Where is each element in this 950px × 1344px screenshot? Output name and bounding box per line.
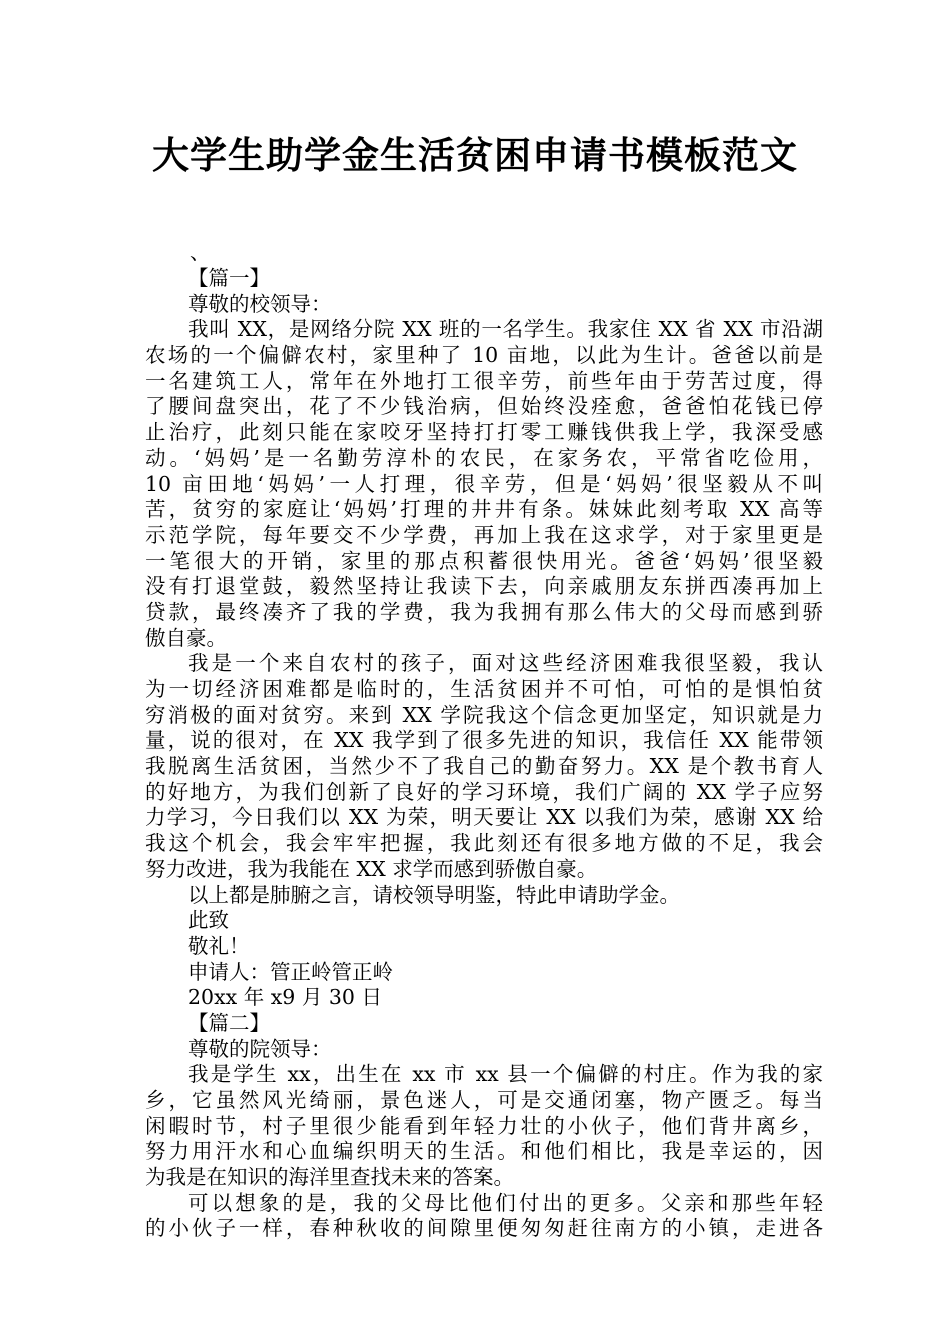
text-line: 我是学生 xx，出生在 xx 市 xx 县一个偏僻的村庄。作为我的家 xyxy=(188,1062,823,1087)
text-line: 苦，贫穷的家庭让‘妈妈’打理的井井有条。妹妹此刻考取 XX 高等 xyxy=(145,497,823,522)
text-line: 申请人：管正岭管正岭 xyxy=(188,959,393,984)
text-line: 尊敬的院领导： xyxy=(188,1036,332,1061)
text-line: 为一切经济困难都是临时的，生活贫困并不可怕，可怕的是惧怕贫 xyxy=(145,677,823,701)
text-line: 一笔很大的开销，家里的那点积蓄很快用光。爸爸‘妈妈’很坚毅 xyxy=(145,548,823,573)
text-line: 示范学院，每年要交不少学费，再加上我在这求学，对于家里更是 xyxy=(145,522,823,547)
text-line: 了腰间盘突出，花了不少钱治病，但始终没痊愈，爸爸怕花钱已停 xyxy=(145,394,823,419)
text-line: 我这个机会，我会牢牢把握，我此刻还有很多地方做的不足，我会 xyxy=(145,831,823,856)
text-line: 的好地方，为我们创新了良好的学习环境，我们广阔的 XX 学子应努 xyxy=(145,779,823,804)
text-line: 农场的一个偏僻农村，家里种了 10 亩地，以此为生计。爸爸以前是 xyxy=(145,343,823,368)
text-line: 努力改进，我为我能在 XX 求学而感到骄傲自豪。 xyxy=(145,856,598,881)
text-line: 敬礼！ xyxy=(188,933,250,958)
text-line: 努力用汗水和心血编织明天的生活。和他们相比，我是幸运的，因 xyxy=(145,1139,823,1164)
text-line: 【篇二】 xyxy=(188,1010,270,1035)
text-line: 尊敬的校领导： xyxy=(188,291,332,316)
document-body xyxy=(145,266,823,1242)
text-line: 量，说的很对，在 XX 我学到了很多先进的知识，我信任 XX 能带领 xyxy=(145,728,823,753)
text-line: 的小伙子一样，春种秋收的间隙里便匆匆赶往南方的小镇，走进各 xyxy=(145,1216,823,1241)
text-line: 穷消极的面对贫穷。来到 XX 学院我这个信念更加坚定，知识就是力 xyxy=(145,702,823,727)
text-line: 止治疗，此刻只能在家咬牙坚持打打零工赚钱供我上学，我深受感 xyxy=(145,420,823,445)
text-line: 贷款，最终凑齐了我的学费，我为我拥有那么伟大的父母而感到骄 xyxy=(145,599,823,624)
text-line: 力学习，今日我们以 XX 为荣，明天要让 XX 以我们为荣，感谢 XX 给 xyxy=(145,805,823,830)
text-line: 一名建筑工人，常年在外地打工很辛劳，前些年由于劳苦过度，得 xyxy=(145,368,823,393)
stray-mark: 、 xyxy=(190,240,210,264)
text-line: 为我是在知识的海洋里查找未来的答案。 xyxy=(145,1165,514,1190)
text-line: 我叫 XX，是网络分院 XX 班的一名学生。我家住 XX 省 XX 市沿湖 xyxy=(188,317,823,342)
text-line: 可以想象的是，我的父母比他们付出的更多。父亲和那些年轻 xyxy=(188,1190,823,1215)
text-line: 以上都是肺腑之言，请校领导明鉴，特此申请助学金。 xyxy=(188,882,680,907)
text-line: 此致 xyxy=(188,908,229,933)
text-line: 乡，它虽然风光绮丽，景色迷人，可是交通闭塞，物产匮乏。每当 xyxy=(145,1088,823,1112)
text-line: 我是一个来自农村的孩子，面对这些经济困难我很坚毅，我认 xyxy=(188,651,823,676)
text-line: 我脱离生活贫困，当然少不了我自己的勤奋努力。XX 是个教书育人 xyxy=(145,754,823,779)
text-line: 动。‘妈妈’是一名勤劳淳朴的农民，在家务农，平常省吃俭用， xyxy=(145,445,823,470)
text-line: 傲自豪。 xyxy=(145,625,227,650)
text-line: 10 亩田地‘妈妈’一人打理，很辛劳，但是‘妈妈’很坚毅从不叫 xyxy=(145,471,823,496)
text-line: 没有打退堂鼓，毅然坚持让我读下去，向亲戚朋友东拼西凑再加上 xyxy=(145,574,823,599)
document-title: 大学生助学金生活贫困申请书模板范文 xyxy=(152,134,798,177)
text-line: 闲暇时节，村子里很少能看到年轻力壮的小伙子，他们背井离乡， xyxy=(145,1113,823,1138)
text-line: 【篇一】 xyxy=(188,266,270,290)
text-line: 20xx 年 x9 月 30 日 xyxy=(188,985,382,1010)
